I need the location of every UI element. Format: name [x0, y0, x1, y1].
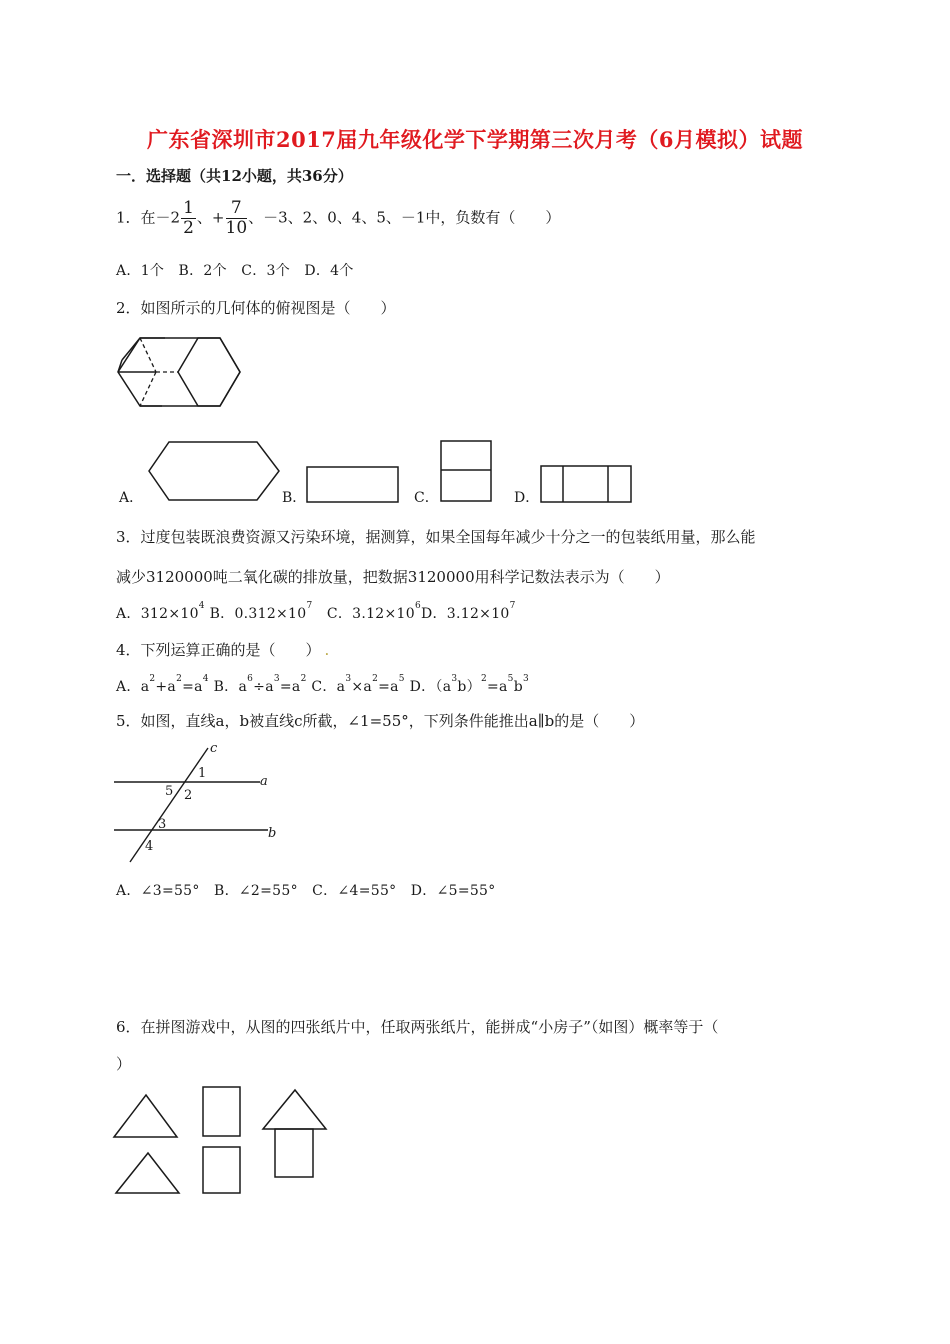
- q1-suffix: 、－3、2、0、4、5、－1中，负数有（ ）: [248, 208, 561, 227]
- q4-d-label: D．（a: [409, 679, 452, 695]
- q4-c-exp-1: 3: [345, 674, 352, 684]
- q3-option-d-exponent: 7: [509, 601, 516, 611]
- q1-fraction-2: [226, 200, 248, 237]
- q4-d-exp-4: 3: [522, 674, 529, 684]
- q4-b-mid-2: =a: [279, 679, 301, 695]
- q6-line-1: 6．在拼图游戏中，从图的四张纸片中，任取两张纸片，能拼成“小房子”（如图）概率等于（: [116, 1018, 719, 1036]
- q2-option-d-label: D．: [514, 490, 540, 506]
- q3-option-c: C．3.12×10: [312, 606, 415, 622]
- q4-c-label: C．a: [311, 679, 346, 695]
- q4-a-mid-1: +a: [155, 679, 177, 695]
- q4-d-exp-1: 3: [451, 674, 458, 684]
- q1-prefix: 1．在－2: [116, 208, 181, 227]
- q4-c-mid-1: ×a: [351, 679, 373, 695]
- q4-b-exp-1: 6: [247, 674, 254, 684]
- q5-options: A．∠3=55° B．∠2=55° C．∠4=55° D．∠5=55°: [116, 883, 496, 899]
- parallel-lines-figure: [110, 738, 290, 868]
- label-line-a: a: [260, 774, 268, 789]
- angle-label-5: 5: [165, 784, 174, 799]
- q1-options: A．1个 B．2个 C．3个 D．4个: [116, 263, 354, 279]
- q4-a-label: A．a: [116, 679, 150, 695]
- q1-mid: 、+: [196, 208, 225, 227]
- q2-option-a-label: A．: [119, 490, 144, 506]
- q3-option-a: A．312×10: [116, 606, 199, 622]
- q4-option-a: [116, 674, 209, 695]
- section-heading: 一．选择题（共12小题，共36分）: [116, 167, 353, 185]
- angle-label-4: 4: [145, 839, 154, 854]
- q3-option-c-exponent: 6: [414, 601, 421, 611]
- q3-option-b-exponent: 7: [306, 601, 313, 611]
- q4-b-exp-3: 2: [300, 674, 307, 684]
- q4-a-mid-2: =a: [182, 679, 203, 695]
- angle-label-3: 3: [158, 817, 167, 832]
- q4-d-mid-1: b）: [457, 679, 481, 695]
- q2-option-d-divided-rectangle: [540, 465, 635, 505]
- q4-b-exp-2: 3: [273, 674, 280, 684]
- triangle-piece-top: [114, 1095, 177, 1137]
- q4-a-exp-3: 4: [202, 674, 209, 684]
- q3-option-d: D．3.12×10: [420, 606, 510, 622]
- q4-option-c: [311, 674, 405, 695]
- label-line-c: c: [210, 741, 218, 756]
- q4-a-exp-2: 2: [176, 674, 183, 684]
- q3-option-a-exponent: 4: [198, 601, 205, 611]
- q4-option-b: [213, 674, 307, 695]
- question-1: [116, 200, 560, 237]
- q4-option-d: [409, 674, 529, 695]
- q3-option-b: B．0.312×10: [204, 606, 307, 622]
- square-piece-bottom: [203, 1147, 240, 1193]
- q4-c-mid-2: =a: [378, 679, 399, 695]
- q6-line-2: ）: [116, 1055, 132, 1073]
- q4-b-label: B．a: [213, 679, 248, 695]
- q1-fraction-2-denominator: 10: [225, 218, 248, 238]
- q4-c-exp-2: 2: [372, 674, 379, 684]
- q2-option-b-label: B．: [282, 490, 307, 506]
- q4-d-exp-2: 2: [480, 674, 487, 684]
- square-piece-top: [203, 1087, 240, 1136]
- q4-d-exp-3: 5: [507, 674, 514, 684]
- triangle-piece-bottom: [116, 1153, 179, 1193]
- q1-fraction-1-numerator: 1: [183, 198, 194, 218]
- q3-line-2: 减少3120000吨二氧化碳的排放量，把数据3120000用科学记数法表示为（ ）: [116, 568, 670, 586]
- q4-c-exp-3: 5: [398, 674, 405, 684]
- q4-options: [116, 676, 529, 696]
- question-2: 2．如图所示的几何体的俯视图是（ ）: [116, 299, 396, 317]
- question-4: [116, 639, 329, 660]
- q4-d-mid-3: b: [513, 679, 523, 695]
- q2-option-a-hexagon: [147, 440, 282, 502]
- q1-fraction-1: [181, 200, 196, 237]
- q1-fraction-1-denominator: 2: [183, 218, 194, 238]
- q3-line-1: 3．过度包装既浪费资源又污染环境，据测算，如果全国每年减少十分之一的包装纸用量，那么能: [116, 528, 756, 546]
- label-line-b: b: [268, 826, 277, 841]
- q2-option-c-stacked-rectangles: [440, 440, 495, 504]
- puzzle-pieces-figure: [110, 1085, 340, 1200]
- q3-options: [116, 603, 516, 623]
- q4-b-mid-1: ÷a: [253, 679, 274, 695]
- angle-label-1: 1: [198, 766, 207, 781]
- page-title: 广东省深圳市2017届九年级化学下学期第三次月考（6月模拟）试题: [146, 127, 804, 152]
- q1-fraction-2-numerator: 7: [226, 200, 248, 219]
- q2-option-b-rectangle: [306, 466, 401, 504]
- q4-d-mid-2: =a: [486, 679, 508, 695]
- hexagonal-prism-figure: [110, 330, 250, 410]
- q4-text: 4．下列运算正确的是（ ）: [116, 641, 321, 659]
- house-body: [275, 1129, 313, 1177]
- angle-label-2: 2: [184, 788, 193, 803]
- house-roof: [263, 1090, 326, 1129]
- q4-a-exp-1: 2: [149, 674, 156, 684]
- question-5: 5．如图，直线a，b被直线c所截，∠1=55°，下列条件能推出a∥b的是（ ）: [116, 712, 645, 730]
- q2-option-c-label: C．: [414, 490, 439, 506]
- q4-stray-dot: .: [324, 641, 330, 659]
